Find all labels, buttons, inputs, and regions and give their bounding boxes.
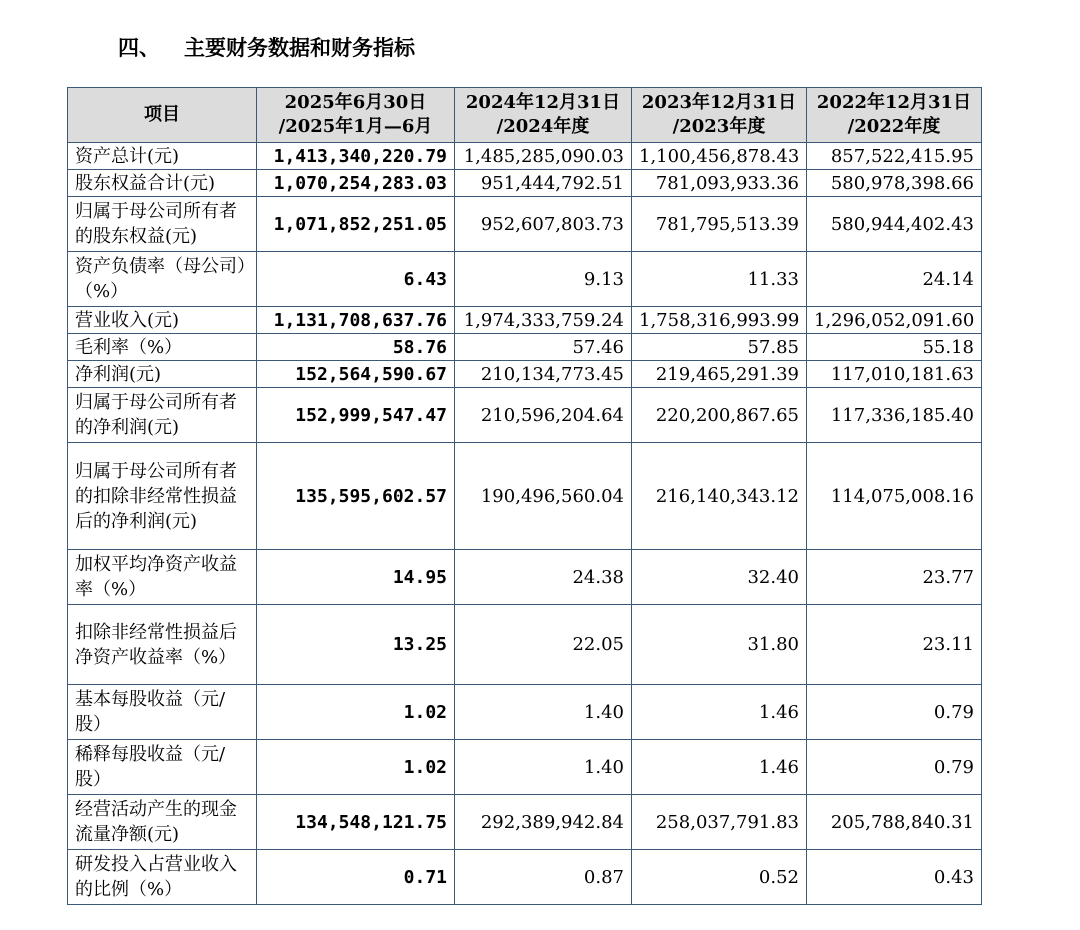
table-row [68,143,982,170]
cell-value: 117,010,181.63 [807,361,982,388]
cell-value: 205,788,840.31 [807,795,982,850]
row-label: 毛利率（%） [68,334,257,361]
table-row [68,550,982,605]
cell-value: 216,140,343.12 [632,443,807,550]
cell-value: 13.25 [257,605,455,685]
cell-value: 1,758,316,993.99 [632,307,807,334]
cell-value: 292,389,942.84 [455,795,632,850]
cell-value: 0.79 [807,685,982,740]
header-2023: 2023年12月31日 /2023年度 [632,88,807,143]
cell-value: 24.14 [807,252,982,307]
row-label: 资产负债率（母公司）（%） [68,252,257,307]
cell-value: 190,496,560.04 [455,443,632,550]
section-heading [118,32,415,62]
table-row [68,307,982,334]
cell-value: 9.13 [455,252,632,307]
cell-value: 32.40 [632,550,807,605]
cell-value: 6.43 [257,252,455,307]
cell-value: 31.80 [632,605,807,685]
cell-value: 219,465,291.39 [632,361,807,388]
table-row [68,170,982,197]
cell-value: 134,548,121.75 [257,795,455,850]
cell-value: 1.40 [455,740,632,795]
table-row [68,685,982,740]
cell-value: 781,795,513.39 [632,197,807,252]
row-label: 研发投入占营业收入的比例（%） [68,850,257,905]
table-row [68,795,982,850]
cell-value: 1,071,852,251.05 [257,197,455,252]
header-2022: 2022年12月31日 /2022年度 [807,88,982,143]
cell-value: 0.43 [807,850,982,905]
row-label: 资产总计(元) [68,143,257,170]
header-2025h1: 2025年6月30日 /2025年1月—6月 [257,88,455,143]
row-label: 归属于母公司所有者的净利润(元) [68,388,257,443]
cell-value: 57.85 [632,334,807,361]
cell-value: 210,134,773.45 [455,361,632,388]
row-label: 营业收入(元) [68,307,257,334]
cell-value: 57.46 [455,334,632,361]
section-number: 四、 [118,36,160,60]
cell-value: 114,075,008.16 [807,443,982,550]
cell-value: 1.02 [257,685,455,740]
cell-value: 1,296,052,091.60 [807,307,982,334]
cell-value: 1,100,456,878.43 [632,143,807,170]
cell-value: 258,037,791.83 [632,795,807,850]
cell-value: 1,070,254,283.03 [257,170,455,197]
cell-value: 210,596,204.64 [455,388,632,443]
cell-value: 951,444,792.51 [455,170,632,197]
cell-value: 781,093,933.36 [632,170,807,197]
cell-value: 11.33 [632,252,807,307]
cell-value: 580,944,402.43 [807,197,982,252]
cell-value: 152,999,547.47 [257,388,455,443]
cell-value: 1.46 [632,740,807,795]
row-label: 加权平均净资产收益率（%） [68,550,257,605]
cell-value: 1,413,340,220.79 [257,143,455,170]
cell-value: 857,522,415.95 [807,143,982,170]
cell-value: 1,485,285,090.03 [455,143,632,170]
table-row [68,252,982,307]
cell-value: 152,564,590.67 [257,361,455,388]
cell-value: 580,978,398.66 [807,170,982,197]
row-label: 归属于母公司所有者的股东权益(元) [68,197,257,252]
cell-value: 23.77 [807,550,982,605]
cell-value: 0.52 [632,850,807,905]
cell-value: 135,595,602.57 [257,443,455,550]
cell-value: 55.18 [807,334,982,361]
cell-value: 14.95 [257,550,455,605]
cell-value: 1.46 [632,685,807,740]
table-row [68,197,982,252]
row-label: 净利润(元) [68,361,257,388]
cell-value: 952,607,803.73 [455,197,632,252]
row-label: 稀释每股收益（元/股） [68,740,257,795]
financial-data-table [67,87,982,905]
row-label: 股东权益合计(元) [68,170,257,197]
row-label: 归属于母公司所有者的扣除非经常性损益后的净利润(元) [68,443,257,550]
cell-value: 58.76 [257,334,455,361]
table-row [68,850,982,905]
header-2024: 2024年12月31日 /2024年度 [455,88,632,143]
cell-value: 1,974,333,759.24 [455,307,632,334]
header-item: 项目 [68,88,257,143]
cell-value: 0.87 [455,850,632,905]
table-row [68,740,982,795]
cell-value: 1.02 [257,740,455,795]
table-row [68,443,982,550]
cell-value: 1.40 [455,685,632,740]
cell-value: 0.79 [807,740,982,795]
table-header-row [68,88,982,143]
cell-value: 1,131,708,637.76 [257,307,455,334]
cell-value: 22.05 [455,605,632,685]
cell-value: 23.11 [807,605,982,685]
table-row [68,361,982,388]
cell-value: 24.38 [455,550,632,605]
row-label: 扣除非经常性损益后净资产收益率（%） [68,605,257,685]
row-label: 基本每股收益（元/股） [68,685,257,740]
cell-value: 220,200,867.65 [632,388,807,443]
table-row [68,388,982,443]
cell-value: 117,336,185.40 [807,388,982,443]
row-label: 经营活动产生的现金流量净额(元) [68,795,257,850]
table-row [68,334,982,361]
table-row [68,605,982,685]
cell-value: 0.71 [257,850,455,905]
section-title: 主要财务数据和财务指标 [184,36,415,60]
